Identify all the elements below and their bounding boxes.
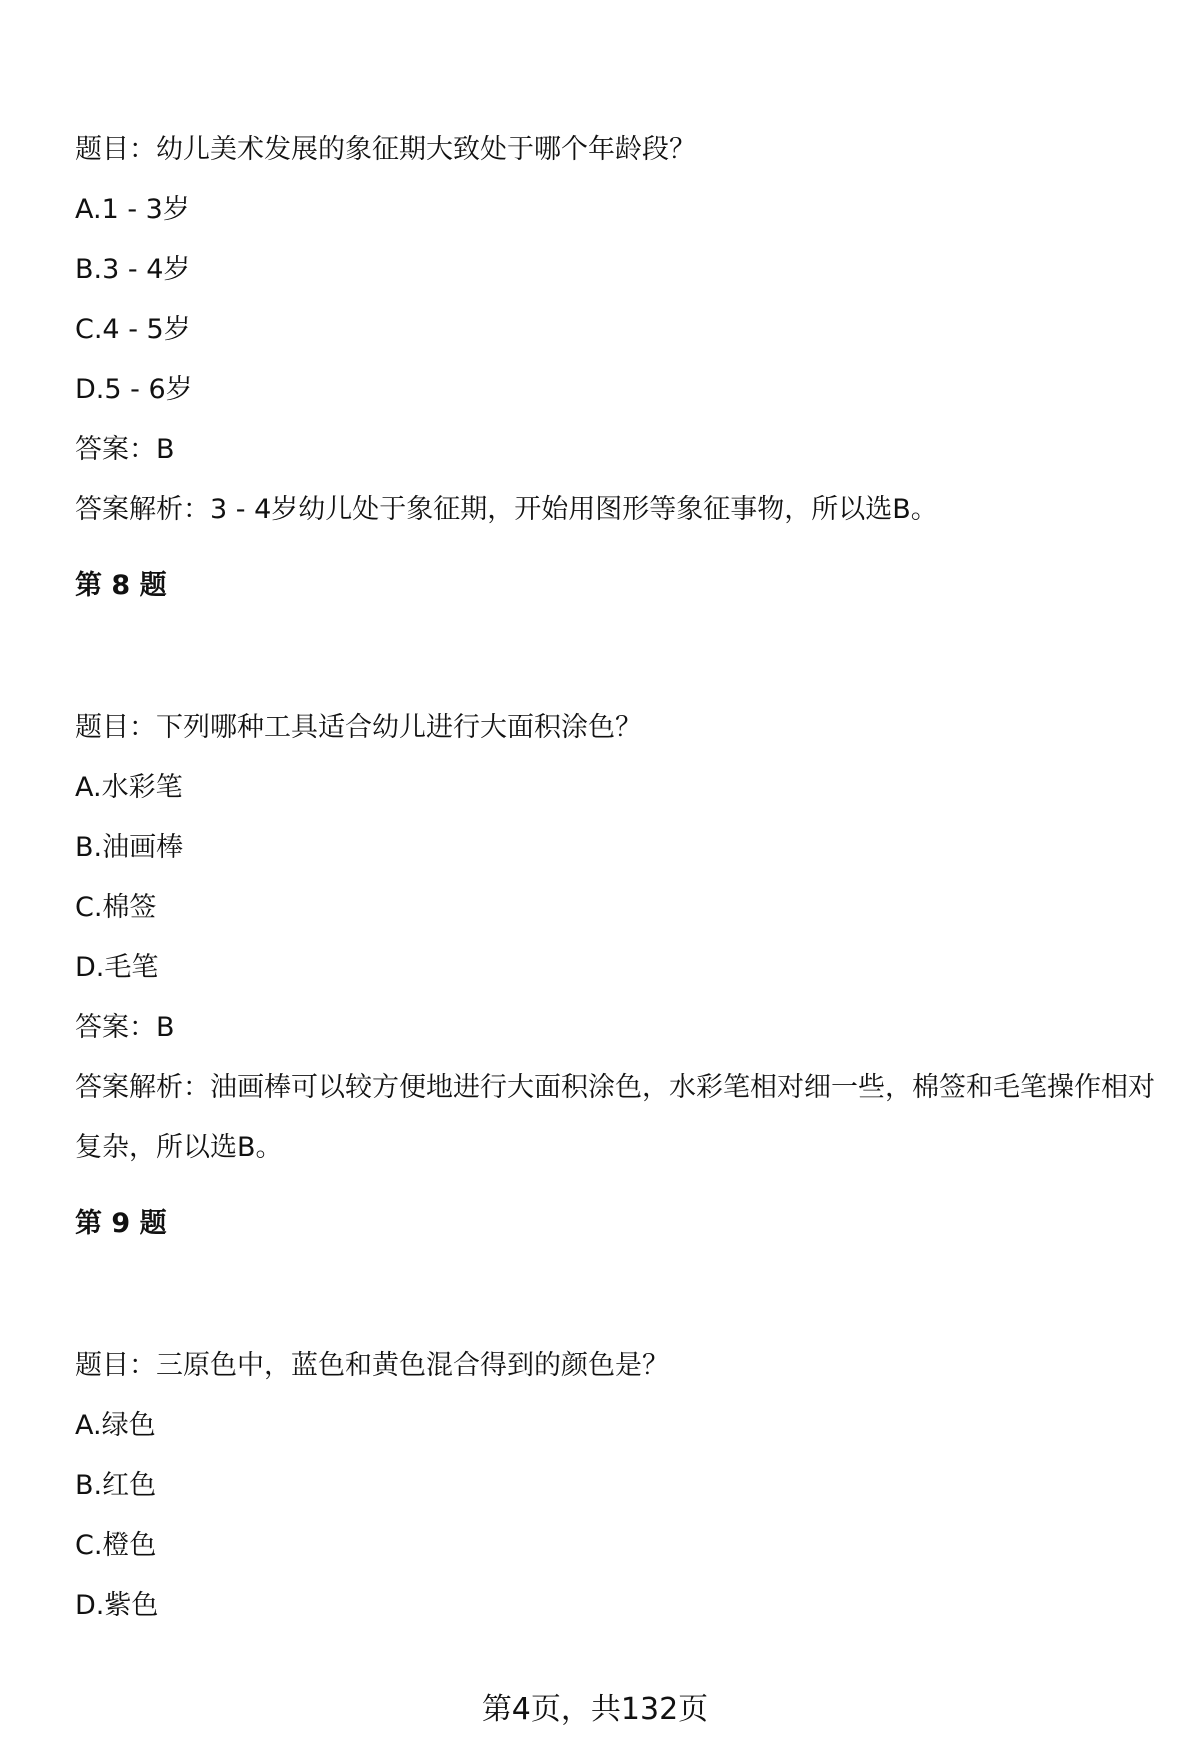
option-b: B.3 - 4岁 [75,254,191,285]
page-content [75,120,1165,1636]
option-d: D.毛笔 [75,952,159,983]
option-d: D.紫色 [75,1590,159,1621]
option-c: C.棉签 [75,892,157,923]
question-text: 题目：三原色中，蓝色和黄色混合得到的颜色是？ [75,1350,669,1381]
answer-analysis: 答案解析：油画棒可以较方便地进行大面积涂色，水彩笔相对细一些，棉签和毛笔操作相对复杂，所以选B。 [75,1072,1155,1163]
option-b: B.油画棒 [75,832,184,863]
question-8 [75,698,1165,1178]
page-number-footer: 第4页，共132页 [481,1692,709,1727]
option-d: D.5 - 6岁 [75,374,193,405]
answer-analysis: 答案解析：3 - 4岁幼儿处于象征期，开始用图形等象征事物，所以选B。 [75,494,938,525]
question-7 [75,120,1165,540]
question-9 [75,1336,1165,1636]
option-c: C.4 - 5岁 [75,314,191,345]
question-text: 题目：下列哪种工具适合幼儿进行大面积涂色？ [75,712,642,743]
option-b: B.红色 [75,1470,157,1501]
option-a: A.1 - 3岁 [75,194,190,225]
option-a: A.绿色 [75,1410,156,1441]
question-heading-9: 第 9 题 [75,1208,167,1239]
answer: 答案：B [75,1012,175,1043]
question-text: 题目：幼儿美术发展的象征期大致处于哪个年龄段？ [75,134,696,165]
answer: 答案：B [75,434,175,465]
question-heading-8: 第 8 题 [75,570,167,601]
option-a: A.水彩笔 [75,772,183,803]
option-c: C.橙色 [75,1530,157,1561]
